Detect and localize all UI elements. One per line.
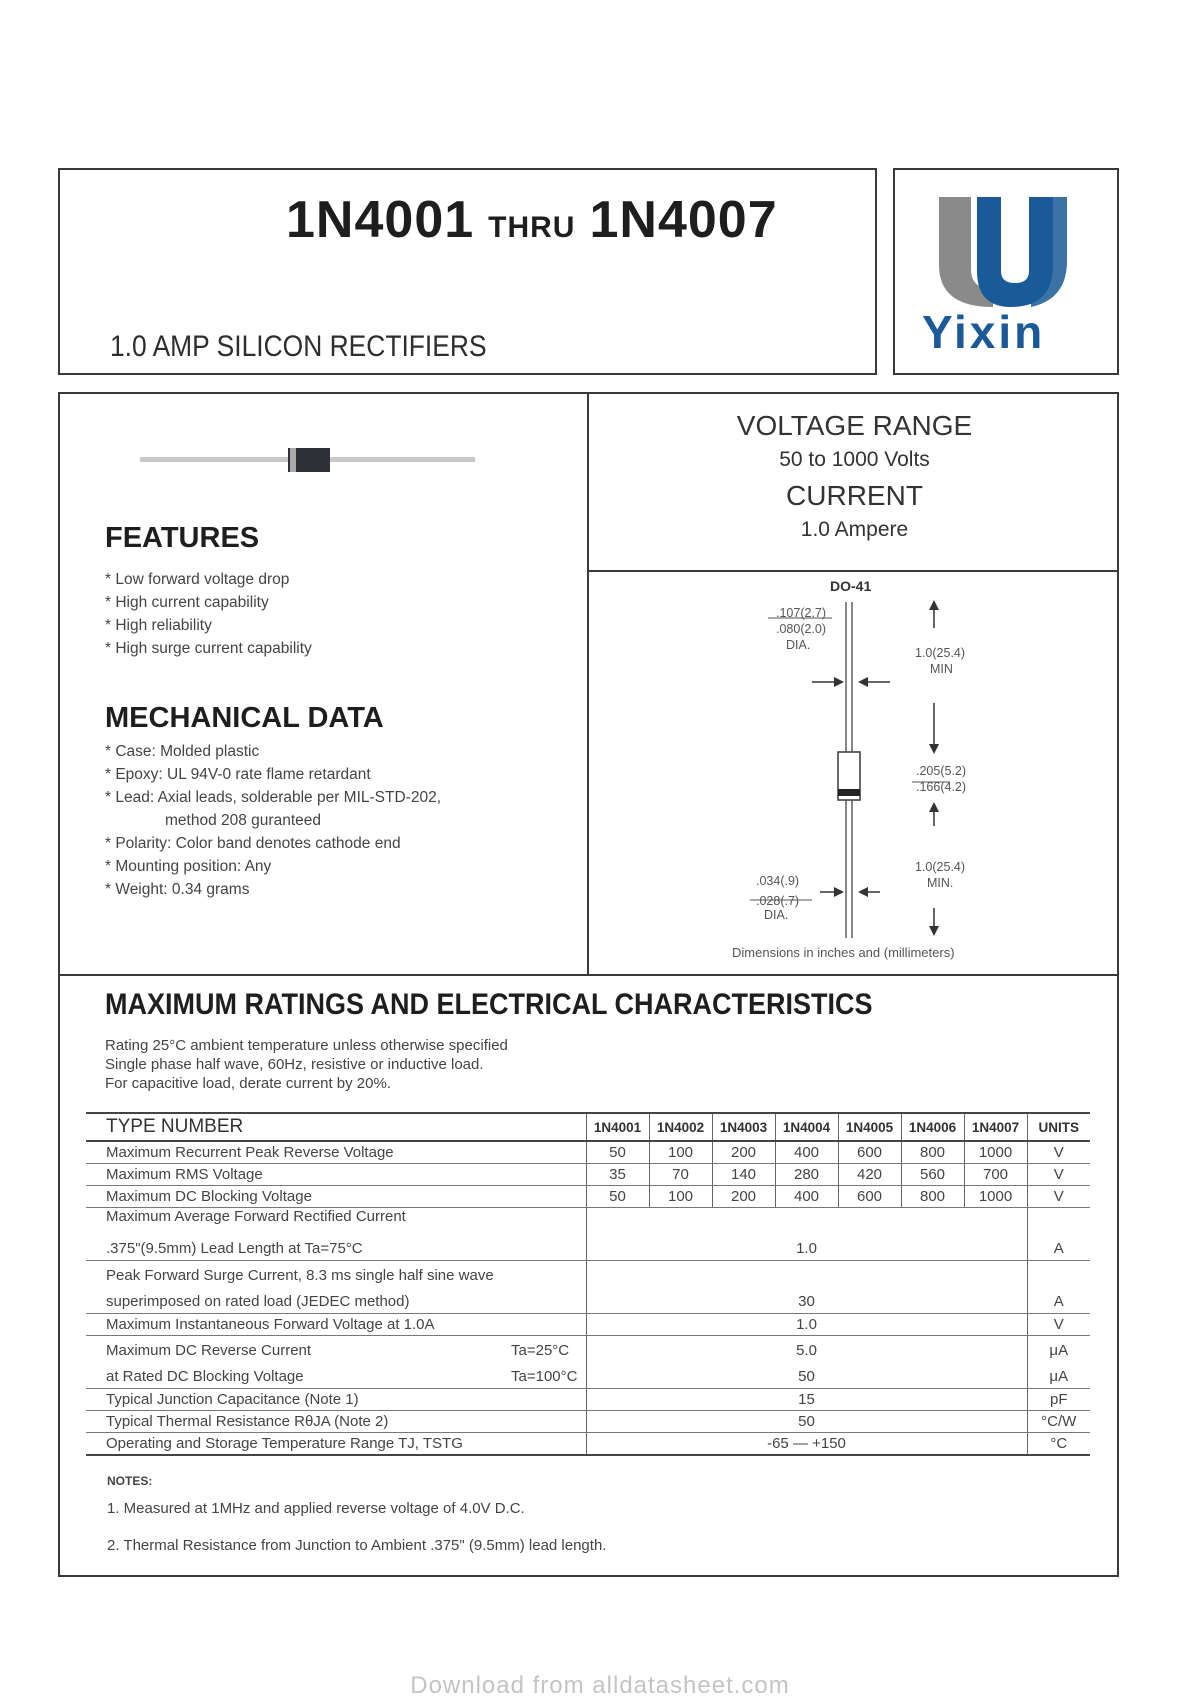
param-label: at Rated DC Blocking Voltage [106, 1367, 304, 1385]
note-item: 1. Measured at 1MHz and applied reverse voltage of 4.0V D.C. [107, 1500, 525, 1517]
lead-dia-top: .107(2.7) [776, 606, 827, 620]
table-row [86, 1389, 1090, 1411]
cell: 200 [712, 1141, 775, 1164]
param-label: Typical Thermal Resistance RθJA (Note 2) [86, 1411, 586, 1433]
table-row [86, 1141, 1090, 1164]
param-label: Maximum Average Forward Rectified Current [106, 1208, 406, 1225]
unit-cell: V [1027, 1314, 1090, 1336]
cell: 600 [838, 1186, 901, 1208]
column-header: UNITS [1027, 1113, 1090, 1141]
cell: 50 [586, 1141, 649, 1164]
param-label: superimposed on rated load (JEDEC method) [86, 1289, 586, 1314]
table-row [86, 1364, 1090, 1389]
param-label: Maximum DC Blocking Voltage [86, 1186, 586, 1208]
wire-dia-label: DIA. [764, 908, 789, 922]
param-label: Operating and Storage Temperature Range TJ, TSTG [86, 1433, 586, 1456]
cell: 200 [712, 1186, 775, 1208]
conditions-text [105, 1036, 508, 1093]
features-list [105, 568, 312, 660]
cell: 35 [586, 1164, 649, 1186]
unit-cell: °C [1027, 1433, 1090, 1456]
lead-dia-label: DIA. [786, 638, 811, 652]
column-header: 1N4006 [901, 1113, 964, 1141]
unit-cell: μA [1027, 1336, 1090, 1365]
param-label: Maximum DC Reverse Current [106, 1341, 312, 1359]
wire-dia-top: .034(.9) [756, 874, 800, 888]
column-header: 1N4007 [964, 1113, 1027, 1141]
condition-line: Single phase half wave, 60Hz, resistive or inductive load. [105, 1056, 484, 1073]
param-label: Maximum RMS Voltage [86, 1164, 586, 1186]
cell: 5.0 [586, 1336, 1027, 1365]
page-subtitle: 1.0 AMP SILICON RECTIFIERS [110, 330, 487, 363]
column-header: 1N4003 [712, 1113, 775, 1141]
lead-length-top-min: MIN [930, 662, 953, 676]
voltage-range-heading: VOLTAGE RANGE [736, 410, 973, 441]
part-start: 1N4001 [286, 191, 475, 249]
table-row [86, 1336, 1090, 1365]
mechanical-list [105, 740, 441, 901]
lead-dia-bottom: .080(2.0) [776, 622, 827, 636]
unit-cell: V [1027, 1164, 1090, 1186]
unit-cell: V [1027, 1141, 1090, 1164]
unit-cell: V [1027, 1186, 1090, 1208]
note-item: 2. Thermal Resistance from Junction to Ambient .375" (9.5mm) lead length. [107, 1537, 607, 1554]
cell: 50 [586, 1364, 1027, 1389]
param-label: Maximum Recurrent Peak Reverse Voltage [86, 1141, 586, 1164]
column-header: 1N4002 [649, 1113, 712, 1141]
thru-label: THRU [488, 211, 576, 244]
footer-watermark: Download from alldatasheet.com [410, 1672, 790, 1699]
cell: 70 [649, 1164, 712, 1186]
list-item: * High current capability [105, 594, 269, 611]
cell: 30 [586, 1289, 1027, 1314]
param-label: Maximum Instantaneous Forward Voltage at 1.0A [86, 1314, 586, 1336]
unit-cell: A [1027, 1289, 1090, 1314]
horizontal-divider [587, 570, 1119, 572]
wire-dia-bottom: .028(.7) [756, 894, 800, 908]
table-row [86, 1289, 1090, 1314]
yixin-logo-icon [935, 195, 1070, 310]
list-item: * Case: Molded plastic [105, 743, 260, 760]
brand-name: Yixin [922, 306, 1046, 358]
condition-label: Ta=100°C [511, 1367, 578, 1385]
page-title [286, 190, 778, 250]
condition-label: Ta=25°C [511, 1341, 570, 1359]
notes-heading: NOTES: [107, 1474, 153, 1488]
cell: 100 [649, 1141, 712, 1164]
cell: 400 [775, 1141, 838, 1164]
cell: 400 [775, 1186, 838, 1208]
table-header-row [86, 1113, 1090, 1141]
cell: 280 [775, 1164, 838, 1186]
param-label: .375"(9.5mm) Lead Length at Ta=75°C [86, 1236, 586, 1261]
body-length-bottom: .166(4.2) [916, 780, 967, 794]
list-item: * High reliability [105, 617, 212, 634]
cell: -65 — +150 [586, 1433, 1027, 1456]
param-label: Peak Forward Surge Current, 8.3 ms single half sine wave [106, 1266, 494, 1284]
list-item: * Weight: 0.34 grams [105, 881, 250, 898]
cell: 100 [649, 1186, 712, 1208]
characteristics-heading: MAXIMUM RATINGS AND ELECTRICAL CHARACTERISTICS [105, 988, 873, 1021]
voltage-range-value: 50 to 1000 Volts [779, 448, 930, 471]
unit-cell: pF [1027, 1389, 1090, 1411]
package-name: DO-41 [830, 578, 872, 594]
cell: 1.0 [586, 1314, 1027, 1336]
unit-cell: °C/W [1027, 1411, 1090, 1433]
table-row [86, 1236, 1090, 1261]
lead-length-bottom: 1.0(25.4) [915, 860, 966, 874]
cell: 15 [586, 1389, 1027, 1411]
current-value: 1.0 Ampere [800, 518, 909, 541]
list-item: * Polarity: Color band denotes cathode end [105, 835, 401, 852]
dimension-note: Dimensions in inches and (millimeters) [732, 945, 955, 960]
cell: 1.0 [586, 1236, 1027, 1261]
cell: 50 [586, 1411, 1027, 1433]
list-item: * Mounting position: Any [105, 858, 272, 875]
part-end: 1N4007 [589, 191, 778, 249]
cell: 1000 [964, 1186, 1027, 1208]
diode-icon [140, 444, 475, 476]
cell: 800 [901, 1141, 964, 1164]
list-item: * Epoxy: UL 94V-0 rate flame retardant [105, 766, 371, 783]
column-header: 1N4005 [838, 1113, 901, 1141]
unit-cell: μA [1027, 1364, 1090, 1389]
list-item: * High surge current capability [105, 640, 312, 657]
list-item: * Lead: Axial leads, solderable per MIL-STD-202, [105, 789, 442, 806]
lead-length-top: 1.0(25.4) [915, 646, 966, 660]
cell: 420 [838, 1164, 901, 1186]
cell: 600 [838, 1141, 901, 1164]
table-row [86, 1314, 1090, 1336]
table-row [86, 1411, 1090, 1433]
cell: 140 [712, 1164, 775, 1186]
cell: 50 [586, 1186, 649, 1208]
current-heading: CURRENT [786, 480, 923, 511]
table-row [86, 1261, 1090, 1290]
mechanical-heading: MECHANICAL DATA [105, 702, 384, 734]
column-header: 1N4001 [586, 1113, 649, 1141]
table-row [86, 1208, 1090, 1237]
body-length-top: .205(5.2) [916, 764, 967, 778]
list-item: * Low forward voltage drop [105, 571, 290, 588]
features-heading: FEATURES [105, 522, 260, 554]
table-row [86, 1164, 1090, 1186]
cell: 800 [901, 1186, 964, 1208]
column-header: TYPE NUMBER [86, 1113, 586, 1141]
lead-length-bottom-min: MIN. [927, 876, 954, 890]
list-item: method 208 guranteed [165, 812, 321, 829]
condition-line: For capacitive load, derate current by 20%. [105, 1075, 391, 1092]
cell: 1000 [964, 1141, 1027, 1164]
table-row [86, 1186, 1090, 1208]
param-label: Typical Junction Capacitance (Note 1) [86, 1389, 586, 1411]
column-header: 1N4004 [775, 1113, 838, 1141]
characteristics-table [86, 1112, 1090, 1456]
cell: 700 [964, 1164, 1027, 1186]
cell: 560 [901, 1164, 964, 1186]
table-row [86, 1433, 1090, 1456]
condition-line: Rating 25°C ambient temperature unless otherwise specified [105, 1037, 508, 1054]
unit-cell: A [1027, 1236, 1090, 1261]
